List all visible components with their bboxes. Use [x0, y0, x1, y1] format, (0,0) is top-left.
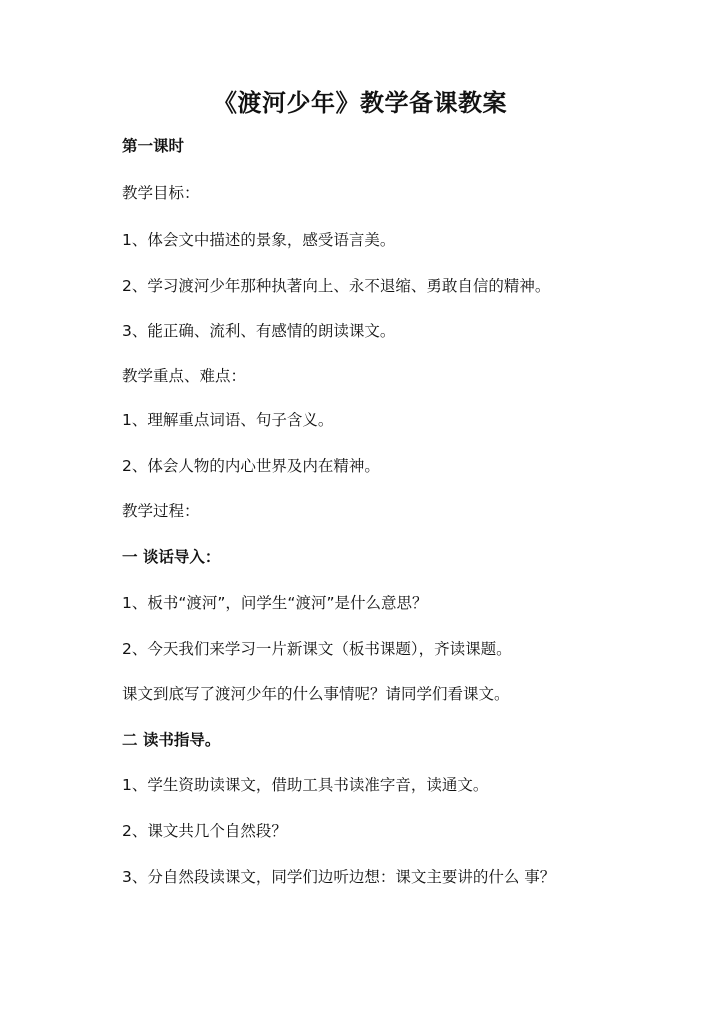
key-point-1: 1、理解重点词语、句子含义。 — [122, 411, 334, 429]
step-two-item-1: 1、学生资助读课文，借助工具书读准字音，读通文。 — [122, 776, 489, 794]
goal-item-2: 2、学习渡河少年那种执著向上、永不退缩、勇敢自信的精神。 — [122, 277, 551, 295]
heading-teaching-process: 教学过程： — [122, 502, 200, 520]
document-title: 《渡河少年》教学备课教案 — [213, 89, 507, 117]
step-two-item-2: 2、课文共几个自然段？ — [122, 822, 287, 840]
heading-teaching-goals: 教学目标： — [122, 184, 200, 202]
step-one-prompt: 课文到底写了渡河少年的什么事情呢？请同学们看课文。 — [122, 685, 510, 703]
step-one-item-2: 2、今天我们来学习一片新课文（板书课题），齐读课题。 — [122, 640, 512, 658]
key-point-2: 2、体会人物的内心世界及内在精神。 — [122, 457, 380, 475]
step-two-item-3: 3、分自然段读课文，同学们边听边想：课文主要讲的什么 事？ — [122, 868, 556, 886]
goal-item-3: 3、能正确、流利、有感情的朗读课文。 — [122, 322, 396, 340]
heading-key-points: 教学重点、难点： — [122, 367, 247, 385]
step-two-heading: 二 读书指导。 — [122, 731, 221, 749]
section-lesson-one: 第一课时 — [122, 137, 185, 155]
goal-item-1: 1、体会文中描述的景象，感受语言美。 — [122, 231, 396, 249]
step-one-item-1: 1、板书“渡河”，问学生“渡河”是什么意思？ — [122, 594, 428, 612]
step-one-heading: 一 谈话导入： — [122, 548, 221, 566]
